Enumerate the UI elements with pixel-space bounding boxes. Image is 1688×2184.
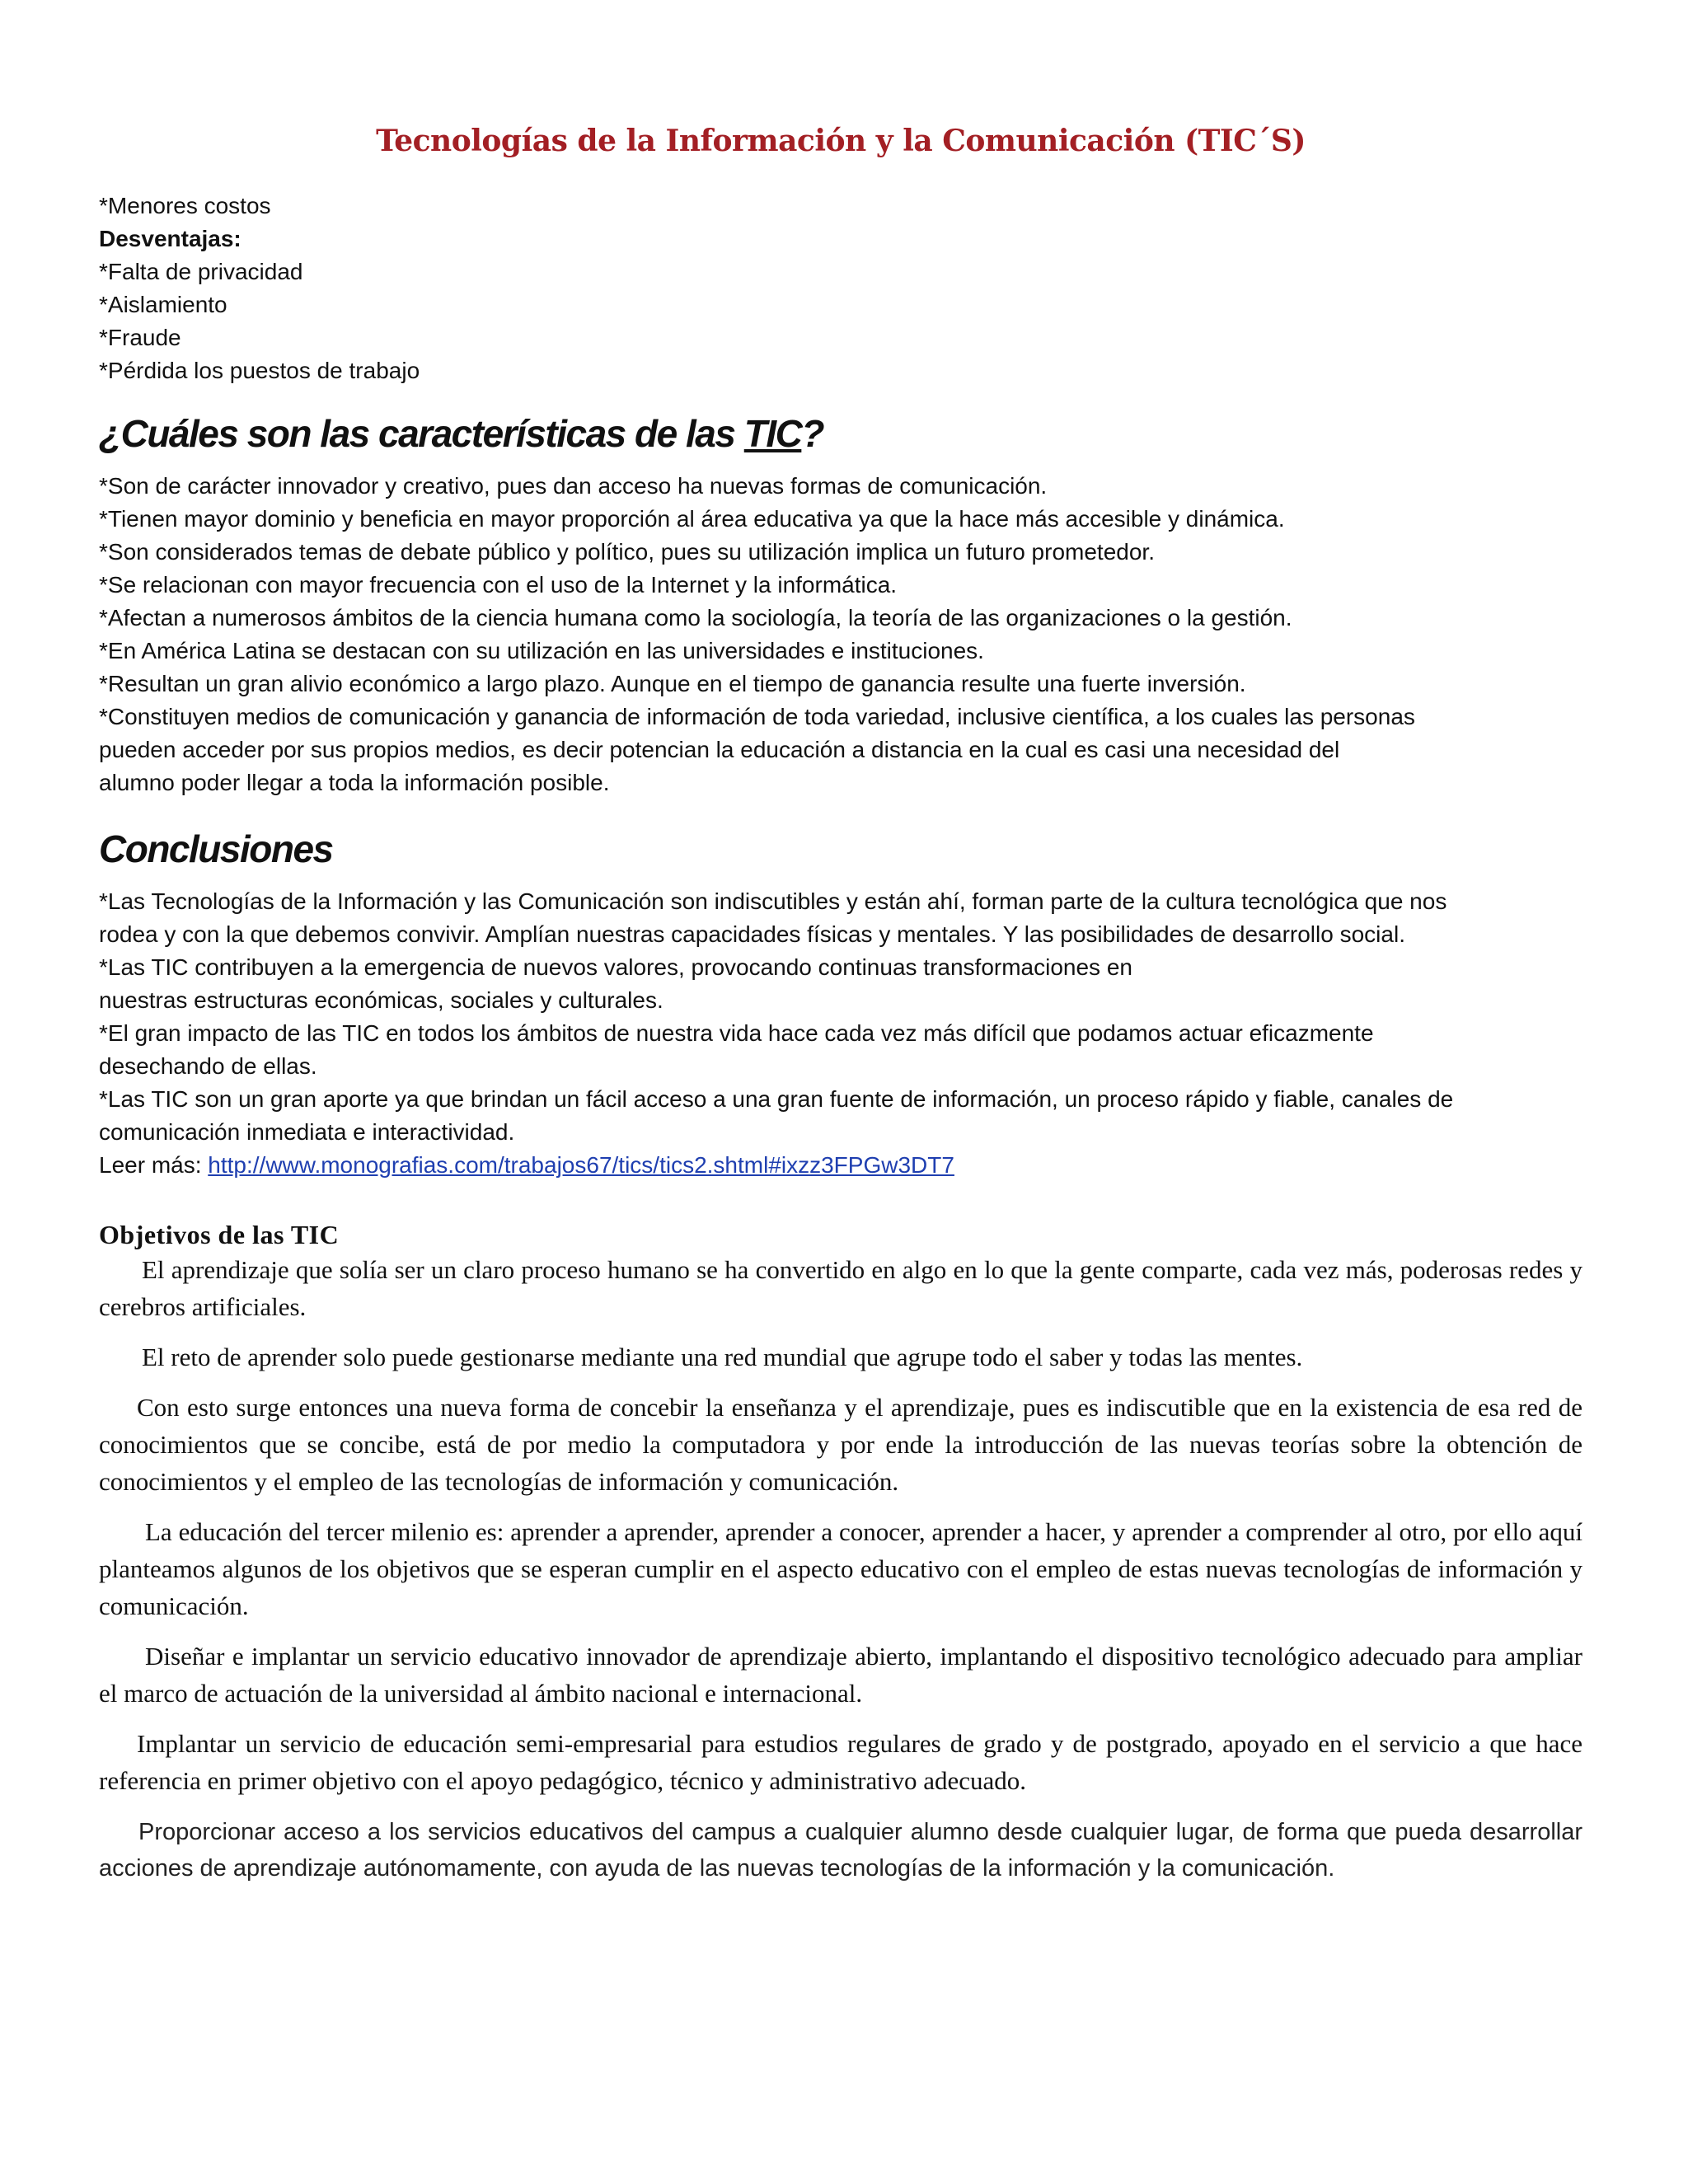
conclusion-line: comunicación inmediata e interactividad. xyxy=(99,1119,515,1145)
objectives-paragraph: La educación del tercer milenio es: aprender a aprender, aprender a conocer, aprender a hacer, y aprender a comprender al otro, por ello aquí planteamos algunos de los objetivos que se esperan cumplir en el aspecto educativo con el empleo de estas nuevas tecnologías de información y comunicación. xyxy=(99,1517,1582,1620)
objectives-paragraph: Implantar un servicio de educación semi-empresarial para estudios regulares de grado y de postgrado, apoyado en el servicio a que hace referencia en primer objetivo con el apoyo pedagógico, técnico y administrativo adecuado. xyxy=(99,1729,1582,1795)
characteristics-list xyxy=(99,470,1582,799)
characteristic-line: *En América Latina se destacan con su utilización en las universidades e instituciones. xyxy=(99,638,984,663)
objectives-paragraph: Con esto surge entonces una nueva forma de concebir la enseñanza y el aprendizaje, pues es indiscutible que en la existencia de esa red de conocimientos que se concibe, está de por medio la computadora y por ende la introducción de las nuevas teorías sobre la obtención de conocimientos y el empleo de las tecnologías de información y comunicación. xyxy=(99,1393,1582,1496)
characteristics-heading-suffix: ? xyxy=(801,412,823,455)
characteristic-line: *Afectan a numerosos ámbitos de la ciencia humana como la sociología, la teoría de las organizaciones o la gestión. xyxy=(99,605,1292,630)
objectives-paragraph: Diseñar e implantar un servicio educativo innovador de aprendizaje abierto, implantando el dispositivo tecnológico adecuado para ampliar el marco de actuación de la universidad al ámbito nacional e internacional. xyxy=(99,1642,1582,1708)
conclusions-heading: Conclusiones xyxy=(99,827,333,870)
characteristic-line: pueden acceder por sus propios medios, es decir potencian la educación a distancia en la cual es casi una necesidad del xyxy=(99,737,1340,762)
characteristic-line: *Constituyen medios de comunicación y ganancia de información de toda variedad, inclusive científica, a los cuales las personas xyxy=(99,704,1415,729)
intro-line: *Menores costos xyxy=(99,193,271,218)
conclusion-line: *Las TIC contribuyen a la emergencia de nuevos valores, provocando continuas transformaciones en xyxy=(99,954,1132,980)
conclusion-line: *El gran impacto de las TIC en todos los ámbitos de nuestra vida hace cada vez más difícil que podamos actuar eficazmente xyxy=(99,1020,1374,1046)
read-more-line xyxy=(99,1149,1582,1182)
characteristics-heading xyxy=(99,409,1582,458)
intro-line: *Aislamiento xyxy=(99,292,227,317)
tic-link[interactable]: TIC xyxy=(743,412,802,455)
intro-line: *Pérdida los puestos de trabajo xyxy=(99,358,420,383)
conclusion-line: *Las TIC son un gran aporte ya que brindan un fácil acceso a una gran fuente de información, un proceso rápido y fiable, canales de xyxy=(99,1086,1454,1112)
characteristic-line: *Se relacionan con mayor frecuencia con el uso de la Internet y la informática. xyxy=(99,572,898,598)
objectives-final-paragraph: Proporcionar acceso a los servicios educativos del campus a cualquier alumno desde cualquier lugar, de forma que pueda desarrollar acciones de aprendizaje autónomamente, con ayuda de las nuevas tecnologías de la información y la comunicación. xyxy=(99,1819,1582,1882)
intro-line: *Falta de privacidad xyxy=(99,259,303,284)
characteristic-line: *Son de carácter innovador y creativo, pues dan acceso ha nuevas formas de comunicación. xyxy=(99,473,1048,499)
conclusion-line: rodea y con la que debemos convivir. Amplían nuestras capacidades físicas y mentales. Y las posibilidades de desarrollo social. xyxy=(99,921,1405,947)
read-more-label: Leer más: xyxy=(99,1152,209,1178)
intro-line: *Fraude xyxy=(99,325,181,350)
objectives-heading: Objetivos de las TIC xyxy=(99,1220,340,1249)
document-title: Tecnologías de la Información y la Comunicación (TIC´S) xyxy=(376,124,1306,158)
intro-list xyxy=(99,190,1582,387)
characteristic-line: alumno poder llegar a toda la información posible. xyxy=(99,770,610,795)
characteristics-heading-prefix: ¿Cuáles son las características de las xyxy=(99,412,744,455)
characteristic-line: *Son considerados temas de debate público y político, pues su utilización implica un futuro prometedor. xyxy=(99,539,1155,565)
document-content xyxy=(99,124,1582,1886)
conclusion-line: nuestras estructuras económicas, sociales y culturales. xyxy=(99,987,663,1013)
disadvantages-label: Desventajas: xyxy=(99,226,241,251)
characteristic-line: *Resultan un gran alivio económico a largo plazo. Aunque en el tiempo de ganancia resulte una fuerte inversión. xyxy=(99,671,1246,696)
conclusion-line: *Las Tecnologías de la Información y las Comunicación son indiscutibles y están ahí, forman parte de la cultura tecnológica que nos xyxy=(99,888,1447,914)
conclusions-list xyxy=(99,885,1582,1182)
conclusion-line: desechando de ellas. xyxy=(99,1053,317,1079)
objectives-paragraph: El aprendizaje que solía ser un claro proceso humano se ha convertido en algo en lo que la gente comparte, cada vez más, poderosas redes y cerebros artificiales. xyxy=(99,1255,1582,1321)
read-more-link[interactable]: http://www.monografias.com/trabajos67/tics/tics2.shtml#ixzz3FPGw3DT7 xyxy=(208,1152,954,1178)
characteristic-line: *Tienen mayor dominio y beneficia en mayor proporción al área educativa ya que la hace más accesible y dinámica. xyxy=(99,506,1285,532)
objectives-paragraph: El reto de aprender solo puede gestionarse mediante una red mundial que agrupe todo el saber y todas las mentes. xyxy=(142,1343,1303,1371)
